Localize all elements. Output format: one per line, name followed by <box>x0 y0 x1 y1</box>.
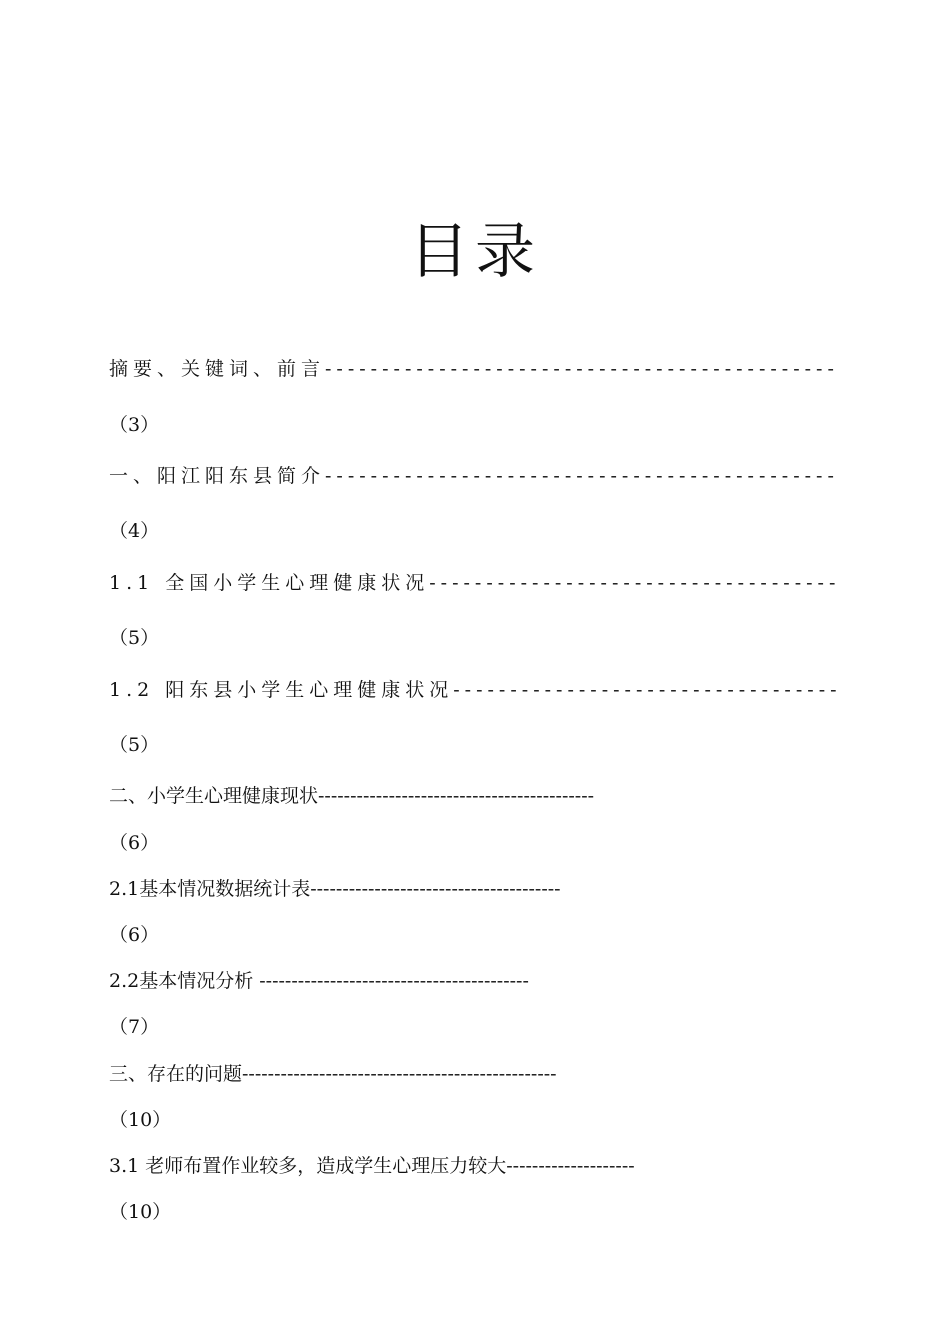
toc-page-number: （10） <box>109 1201 172 1223</box>
toc-entry: 1.1 全国小学生心理健康状况------------------------------------ <box>109 572 841 594</box>
toc-entry: 三、存在的问题------------------------------------------------- <box>109 1063 557 1085</box>
toc-entry: 一、阳江阳东县简介--------------------------------------------- <box>109 465 839 487</box>
toc-entry: 2.1基本情况数据统计表--------------------------------------- <box>109 878 561 900</box>
toc-page-number: （4） <box>109 520 160 542</box>
toc-page-number: （6） <box>109 924 160 946</box>
toc-entry: 3.1 老师布置作业较多，造成学生心理压力较大-------------------- <box>109 1155 635 1177</box>
toc-entry: 二、小学生心理健康现状------------------------------------------- <box>109 785 595 807</box>
toc-entry: 1.2 阳东县小学生心理健康状况---------------------------------- <box>109 679 842 701</box>
toc-page-number: （6） <box>109 832 160 854</box>
toc-page-number: （3） <box>109 414 160 436</box>
toc-page-number: （5） <box>109 734 160 756</box>
toc-entry: 摘要、关键词、前言--------------------------------------------- <box>109 358 839 380</box>
toc-page-number: （5） <box>109 627 160 649</box>
toc-title: 目录 <box>409 217 541 287</box>
toc-entry: 2.2基本情况分析 ------------------------------------------ <box>109 970 529 992</box>
toc-page-number: （7） <box>109 1016 160 1038</box>
toc-page-number: （10） <box>109 1109 172 1131</box>
